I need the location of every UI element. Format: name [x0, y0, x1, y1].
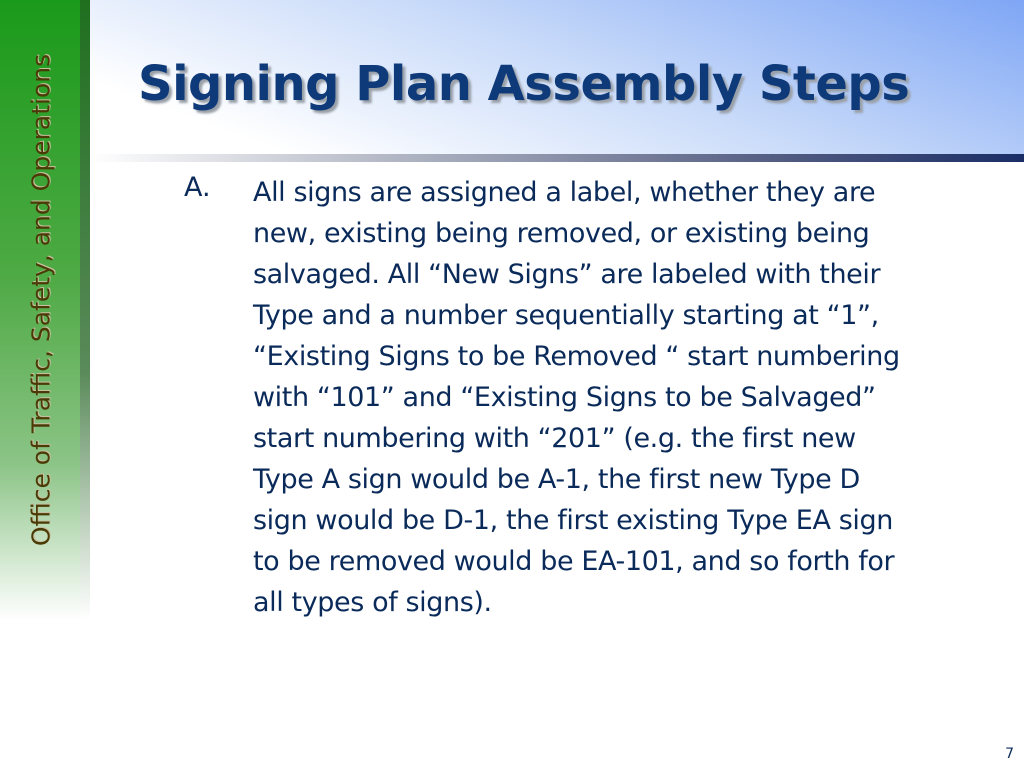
text-line: Type and a number sequentially starting at “1”,	[253, 300, 879, 331]
sidebar-org-name: Office of Traffic, Safety, and Operations	[26, 53, 56, 547]
text-line: to be removed would be EA-101, and so forth for	[253, 546, 895, 577]
text-line: salvaged. All “New Signs” are labeled with their	[253, 259, 881, 290]
text-line: sign would be D-1, the first existing Type EA sign	[253, 505, 893, 536]
sidebar-strip	[80, 0, 90, 620]
list-marker: A.	[184, 172, 211, 203]
text-line: new, existing being removed, or existing being	[253, 218, 870, 249]
text-line: All signs are assigned a label, whether they are	[253, 177, 876, 208]
title-divider	[90, 154, 1024, 162]
text-line: all types of signs).	[253, 587, 492, 618]
text-line: with “101” and “Existing Signs to be Salvaged”	[253, 382, 876, 413]
text-line: “Existing Signs to be Removed “ start numbering	[253, 341, 900, 372]
text-line: Type A sign would be A-1, the first new Type D	[253, 464, 860, 495]
slide-title: Signing Plan Assembly Steps	[138, 56, 910, 112]
text-line: start numbering with “201” (e.g. the first new	[253, 423, 856, 454]
list-item-text	[253, 172, 900, 623]
page-number: 7	[1005, 746, 1014, 762]
